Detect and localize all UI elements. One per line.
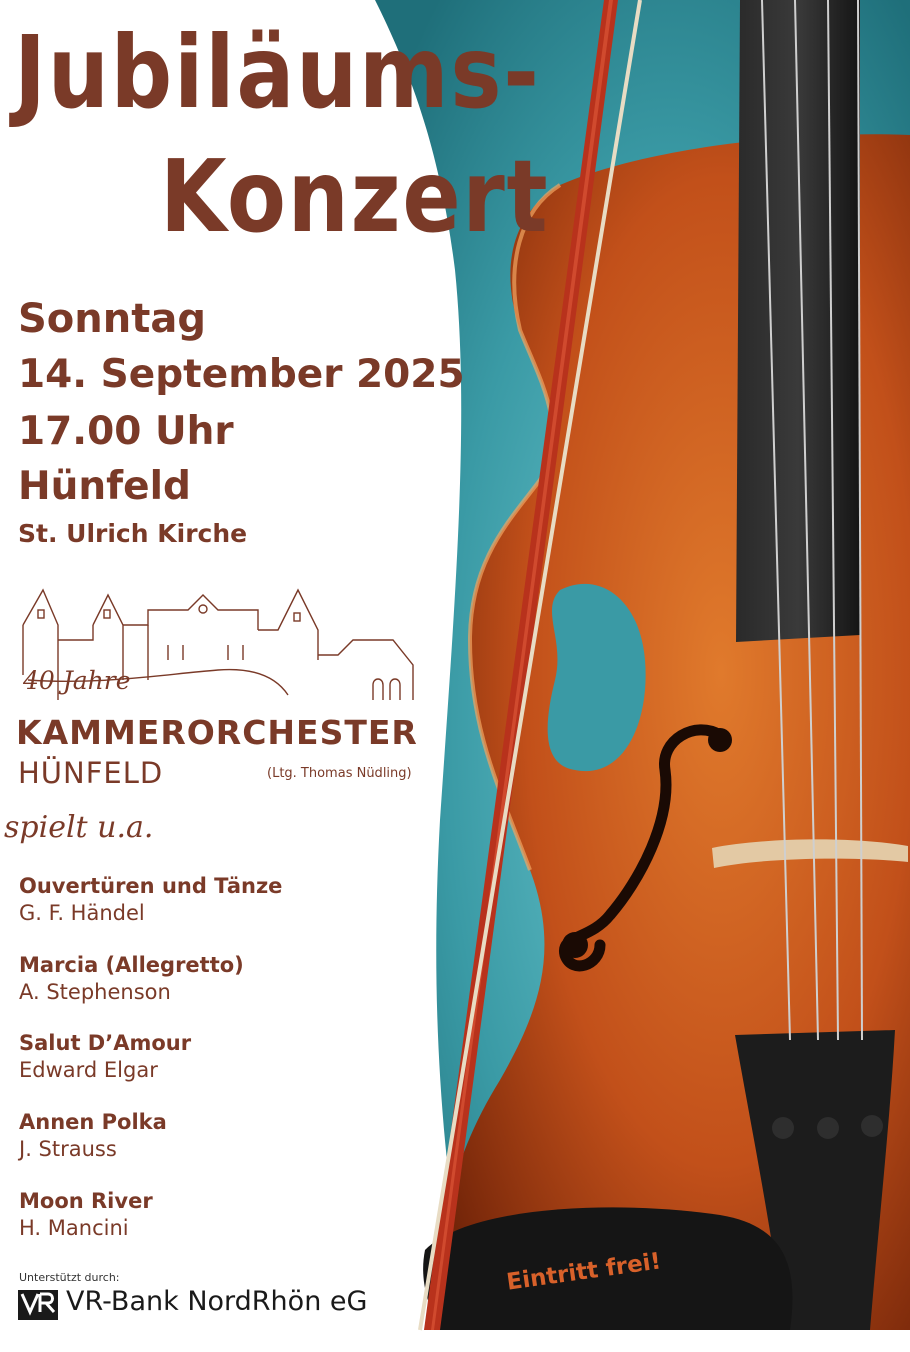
event-day: Sonntag (18, 296, 206, 342)
event-time: 17.00 Uhr (18, 409, 234, 454)
program-item-composer: J. Strauss (19, 1137, 117, 1161)
anniversary-label: 40 Jahre (23, 666, 131, 695)
event-city: Hünfeld (18, 464, 191, 509)
program-item-composer: A. Stephenson (19, 980, 171, 1004)
sponsor-name: VR-Bank NordRhön eG (66, 1286, 368, 1317)
sponsor-label: Unterstützt durch: (19, 1271, 120, 1284)
program-item-composer: Edward Elgar (19, 1058, 158, 1082)
program-item-composer: G. F. Händel (19, 901, 145, 925)
program-item-title: Annen Polka (19, 1110, 167, 1134)
orchestra-name: KAMMERORCHESTER (16, 713, 418, 752)
orchestra-town: HÜNFELD (18, 756, 164, 790)
program-item-title: Moon River (19, 1189, 153, 1213)
plays-label: spielt u.a. (4, 810, 154, 845)
vr-bank-logo-icon (18, 1290, 58, 1320)
program-item-title: Salut D’Amour (19, 1031, 192, 1055)
program-item-title: Ouvertüren und Tänze (19, 874, 283, 898)
conductor-note: (Ltg. Thomas Nüdling) (267, 766, 412, 781)
poster-title-line-2: Konzert (160, 138, 550, 255)
event-date: 14. September 2025 (18, 352, 465, 397)
admission-note: Eintritt frei! (505, 1248, 663, 1296)
program-item-composer: H. Mancini (19, 1216, 129, 1240)
event-venue: St. Ulrich Kirche (18, 519, 248, 548)
poster-title-line-1: Jubiläums- (14, 14, 541, 131)
program-item-title: Marcia (Allegretto) (19, 953, 244, 977)
